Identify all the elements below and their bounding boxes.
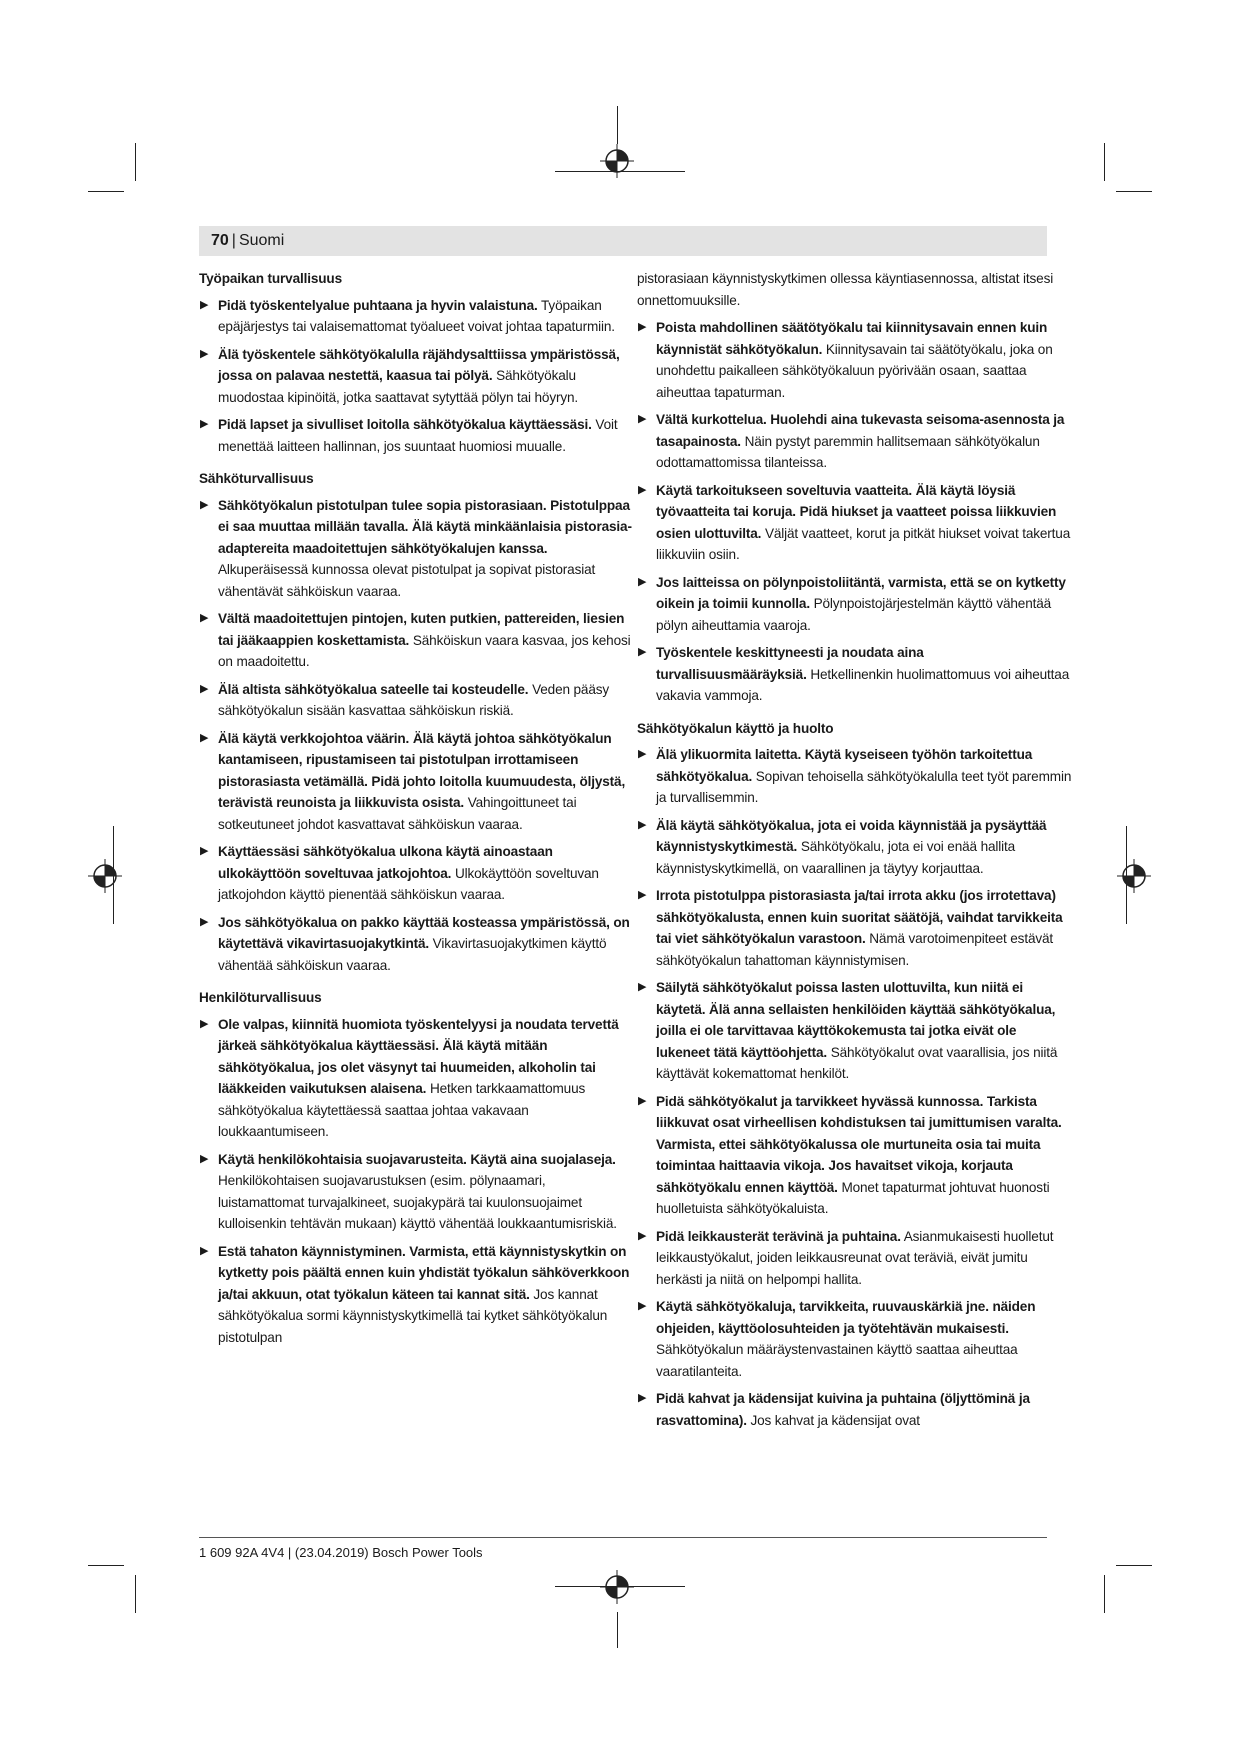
- list-item: [637, 409, 1073, 474]
- item-text: Vahingoittuneet tai sotkeutuneet johdot kasvattavat sähköiskun vaaraa.: [218, 795, 577, 832]
- bullet-arrow-icon: ▶: [638, 321, 647, 333]
- item-text: Alkuperäisessä kunnossa olevat pistotulpat ja sopivat pistorasiat vähentävät sähköiskun vaaraa.: [218, 562, 596, 599]
- bullet-arrow-icon: ▶: [200, 1244, 209, 1257]
- list-item: [637, 885, 1073, 971]
- item-bold: Sähkötyökalun pistotulpan tulee sopia pistorasiaan. Pistotulppaa ei saa muuttaa millään tavalla. Älä käytä minkäänlaisia pistorasia-adaptereita maadoitettujen sähkötyökalujen kanssa.: [218, 497, 632, 556]
- list-item: [637, 1226, 1073, 1291]
- bullet-arrow-icon: ▶: [638, 483, 647, 496]
- bullet-arrow-icon: ▶: [638, 1094, 647, 1107]
- page-header-bar: [199, 226, 1047, 256]
- continuation-text: pistorasiaan käynnistyskytkimen ollessa käyntiasennossa, altistat itsesi onnettomuuksille.: [637, 271, 1054, 308]
- item-bold: Irrota pistotulppa pistorasiasta ja/tai irrota akku (jos irrotettava) sähkötyökalusta, ennen kuin suoritat säätöjä, vaihdat tarvikkeita tai viet sähkötyökalun varastoon.: [656, 888, 1063, 946]
- bullet-arrow-icon: ▶: [200, 845, 209, 857]
- item-text: Sähkötyökalu muodostaa kipinöitä, jotka saattavat sytyttää pölyn tai höyryn.: [218, 368, 579, 405]
- right-column: [637, 268, 1073, 1437]
- registration-mark-icon: [88, 859, 122, 893]
- bullet-arrow-icon: ▶: [200, 1017, 209, 1030]
- bullet-arrow-icon: ▶: [638, 1300, 647, 1312]
- bullet-arrow-icon: ▶: [200, 612, 209, 624]
- header-separator: |: [231, 232, 236, 249]
- bullet-arrow-icon: ▶: [200, 347, 209, 360]
- list-item: [199, 295, 635, 338]
- section-title: Sähkötyökalun käyttö ja huolto: [637, 720, 834, 736]
- item-bold: Pidä sähkötyökalut ja tarvikkeet hyvässä kunnossa. Tarkista liikkuvat osat virheellisen kohdistuksen tai jumittumisen varalta. Varmista, ettei sähkötyökalussa ole murtuneita osia tai muita toimintaa haittaavia vikoja. Jos havaitset vikoja, korjauta sähkötyökalu ennen käyttöä.: [656, 1093, 1062, 1195]
- registration-mark-icon: [600, 1570, 634, 1604]
- bullet-arrow-icon: ▶: [638, 981, 647, 993]
- bullet-arrow-icon: ▶: [638, 818, 647, 831]
- crop-mark: [1104, 1575, 1105, 1613]
- crop-mark: [1104, 143, 1105, 181]
- bullet-arrow-icon: ▶: [638, 413, 647, 425]
- bullet-arrow-icon: ▶: [200, 498, 209, 511]
- item-bold: Käytä sähkötyökaluja, tarvikkeita, ruuvauskärkiä jne. näiden ohjeiden, käyttöolosuhteiden ja työtehtävän mukaisesti.: [656, 1299, 1036, 1336]
- item-bold: Älä ylikuormita laitetta. Käytä kyseiseen työhön tarkoitettua sähkötyökalua.: [656, 747, 1033, 784]
- bullet-arrow-icon: ▶: [200, 1152, 209, 1165]
- item-text: Sähköiskun vaara kasvaa, jos kehosi on maadoitettu.: [218, 632, 631, 669]
- header-language: Suomi: [238, 232, 285, 249]
- page-footer: 1 609 92A 4V4 | (23.04.2019) Bosch Power Tools: [199, 1545, 483, 1560]
- list-item: [199, 1241, 635, 1349]
- item-bold: Pidä lapset ja sivulliset loitolla sähkötyökalua käyttäessäsi.: [218, 417, 592, 432]
- item-bold: Pidä työskentelyalue puhtaana ja hyvin valaistuna.: [218, 297, 538, 313]
- item-text: Veden pääsy sähkötyökalun sisään kasvattaa sähköiskun riskiä.: [218, 681, 610, 718]
- section-title: Henkilöturvallisuus: [199, 990, 322, 1005]
- item-bold: Älä käytä sähkötyökalua, jota ei voida käynnistää ja pysäyttää käynnistyskytkimestä.: [656, 817, 1047, 854]
- item-bold: Estä tahaton käynnistyminen. Varmista, että käynnistyskytkin on kytketty pois päältä ennen kuin yhdistät työkalun sähköverkkoon ja/tai akkuun, otat työkalun käteen tai kannat sitä.: [218, 1243, 630, 1302]
- list-item: [199, 1149, 635, 1235]
- list-item: [199, 344, 635, 409]
- item-text: Näin pystyt paremmin hallitsemaan sähkötyökalun odottamattomissa tilanteissa.: [656, 433, 1040, 470]
- bullet-arrow-icon: ▶: [200, 298, 209, 311]
- item-bold: Työskentele keskittyneesti ja noudata aina turvallisuusmääräyksiä.: [656, 645, 924, 682]
- list-item: [637, 642, 1073, 707]
- list-item: [199, 495, 635, 603]
- list-item: [637, 1091, 1073, 1220]
- bullet-arrow-icon: ▶: [638, 1392, 647, 1404]
- item-text: Ulkokäyttöön soveltuvan jatkojohdon käyttö pienentää sähköiskun vaaraa.: [218, 865, 599, 902]
- item-bold: Jos sähkötyökalua on pakko käyttää kosteassa ympäristössä, on käytettävä vikavirtasuojakytkintä.: [218, 914, 630, 951]
- item-text: Sopivan tehoisella sähkötyökalulla teet työt paremmin ja turvallisemmin.: [656, 768, 1072, 805]
- crop-mark: [88, 191, 124, 192]
- item-bold: Ole valpas, kiinnitä huomiota työskentelyysi ja noudata tervettä järkeä sähkötyökalua käyttäessäsi. Älä käytä mitään sähkötyökalua, jos olet väsynyt tai huumeiden, alkoholin tai lääkkeiden vaikutuksen alaisena.: [218, 1016, 619, 1096]
- item-text: Vikavirtasuojakytkimen käyttö vähentää sähköiskun vaaraa.: [218, 936, 607, 973]
- bullet-arrow-icon: ▶: [638, 889, 647, 901]
- item-bold: Pidä kahvat ja kädensijat kuivina ja puhtaina (öljyttöminä ja rasvattomina).: [656, 1391, 1030, 1428]
- list-item: [637, 480, 1073, 566]
- list-item: [199, 841, 635, 906]
- item-text: Monet tapaturmat johtuvat huonosti huolletuista sähkötyökaluista.: [656, 1179, 1050, 1216]
- item-text: Voit menettää laitteen hallinnan, jos suuntaat huomiosi muualle.: [218, 417, 618, 454]
- page-header: [211, 231, 284, 251]
- list-item: [199, 679, 635, 722]
- item-bold: Käytä henkilökohtaisia suojavarusteita. Käytä aina suojalaseja.: [218, 1151, 616, 1167]
- item-text: Henkilökohtaisen suojavarustuksen (esim. pölynaamari, luistamattomat turvajalkineet, suojakypärä tai kuulonsuojaimet kulloisenkin tehtävän mukaan) käyttö vähentää loukkaantumisriskiä.: [218, 1173, 617, 1231]
- list-item: [637, 744, 1073, 809]
- item-text: Sähkötyökalut ovat vaarallisia, jos niitä käyttävät kokemattomat henkilöt.: [656, 1044, 1058, 1081]
- list-item: [637, 1388, 1073, 1431]
- item-text: Hetken tarkkaamattomuus sähkötyökalua käytettäessä saattaa johtaa vakavaan loukkaantumiseen.: [218, 1081, 586, 1139]
- bullet-arrow-icon: ▶: [200, 915, 209, 928]
- item-bold: Säilytä sähkötyökalut poissa lasten ulottuvilta, kun niitä ei käytetä. Älä anna sellaisten henkilöiden käyttää sähkötyökalua, joilla ei ole tarvittavaa käyttökokemusta tai jotka eivät ole lukeneet tätä käyttöohjetta.: [656, 980, 1056, 1060]
- registration-mark-icon: [1117, 859, 1151, 893]
- crop-mark: [617, 106, 618, 144]
- crop-mark: [1116, 191, 1152, 192]
- item-bold: Älä työskentele sähkötyökalulla räjähdysalttiissa ympäristössä, jossa on palavaa nestettä, kaasua tai pölyä.: [218, 346, 620, 383]
- bullet-arrow-icon: ▶: [638, 1229, 647, 1242]
- item-text: Pölynpoistojärjestelmän käyttö vähentää pölyn aiheuttamia vaaroja.: [656, 596, 1052, 633]
- bullet-arrow-icon: ▶: [638, 646, 647, 658]
- item-bold: Vältä maadoitettujen pintojen, kuten putkien, pattereiden, liesien tai jääkaappien koskettamista.: [218, 611, 625, 648]
- item-text: Kiinnitysavain tai säätötyökalu, joka on unohdettu paikalleen sähkötyökaluun pyörivään osaan, saattaa aiheuttaa tapaturman.: [656, 341, 1053, 400]
- item-bold: Jos laitteissa on pölynpoistoliitäntä, varmista, että se on kytketty oikein ja toimii kunnolla.: [656, 574, 1066, 611]
- bullet-arrow-icon: ▶: [200, 682, 209, 695]
- item-text: Jos kahvat ja kädensijat ovat: [750, 1412, 920, 1428]
- crop-mark: [617, 1612, 618, 1648]
- item-bold: Käytä tarkoitukseen soveltuvia vaatteita. Älä käytä löysiä työvaatteita tai koruja. Pidä hiukset ja vaatteet poissa liikkuvien osien ulottuvilta.: [656, 482, 1057, 541]
- section-title: Sähköturvallisuus: [199, 471, 314, 486]
- page-number: 70: [211, 232, 229, 249]
- list-item: [637, 977, 1073, 1085]
- bullet-arrow-icon: ▶: [200, 418, 209, 430]
- crop-mark: [1116, 1565, 1152, 1566]
- list-item: [637, 1296, 1073, 1382]
- list-item: [637, 815, 1073, 880]
- item-text: Jos kannat sähkötyökalua sormi käynnistyskytkimellä tai kytket sähkötyökalun pistotulpan: [218, 1286, 608, 1345]
- item-bold: Poista mahdollinen säätötyökalu tai kiinnitysavain ennen kuin käynnistät sähkötyökalun.: [656, 320, 1048, 357]
- footer-divider: [199, 1537, 1047, 1538]
- crop-mark: [135, 143, 136, 181]
- list-item: [637, 572, 1073, 637]
- list-item: [199, 608, 635, 673]
- list-item: [199, 414, 635, 457]
- item-text: Väljät vaatteet, korut ja pitkät hiukset voivat takertua liikkuviin osiin.: [656, 525, 1071, 562]
- item-text: Työpaikan epäjärjestys tai valaisemattomat työalueet voivat johtaa tapaturmiin.: [218, 297, 615, 334]
- item-text: Hetkellinenkin huolimattomuus voi aiheuttaa vakavia vammoja.: [656, 666, 1070, 703]
- registration-mark-icon: [600, 144, 634, 178]
- crop-mark: [135, 1575, 136, 1613]
- item-text: Asianmukaisesti huolletut leikkaustyökalut, joiden leikkausreunat ovat teräviä, eivät jumitu herkästi ja niitä on helpompi hallita.: [656, 1228, 1054, 1287]
- item-bold: Vältä kurkottelua. Huolehdi aina tukevasta seisoma-asennosta ja tasapainosta.: [656, 412, 1065, 449]
- list-item: [199, 728, 635, 836]
- list-item: [637, 317, 1073, 403]
- item-text: Sähkötyökalun määräystenvastainen käyttö saattaa aiheuttaa vaaratilanteita.: [656, 1342, 1018, 1379]
- bullet-arrow-icon: ▶: [638, 748, 647, 760]
- item-bold: Älä käytä verkkojohtoa väärin. Älä käytä johtoa sähkötyökalun kantamiseen, ripustamiseen tai pistotulpan irrottamiseen pistorasiasta vetämällä. Pidä johto loitolla kuumuudesta, öljystä, terävistä reunoista ja liikkuvista osista.: [218, 730, 626, 810]
- bullet-arrow-icon: ▶: [200, 731, 209, 744]
- item-bold: Käyttäessäsi sähkötyökalua ulkona käytä ainoastaan ulkokäyttöön soveltuvaa jatkojohtoa.: [218, 844, 553, 881]
- list-item: [199, 912, 635, 977]
- list-item: [199, 1014, 635, 1143]
- item-text: Sähkötyökalu, jota ei voi enää hallita käynnistyskytkimellä, on vaarallinen ja täytyy korjauttaa.: [656, 839, 1016, 876]
- item-bold: Pidä leikkausterät terävinä ja puhtaina.: [656, 1228, 901, 1244]
- bullet-arrow-icon: ▶: [638, 575, 647, 588]
- left-column: [199, 268, 635, 1354]
- item-bold: Älä altista sähkötyökalua sateelle tai kosteudelle.: [218, 681, 529, 697]
- section-title: Työpaikan turvallisuus: [199, 271, 342, 286]
- item-text: Nämä varotoimenpiteet estävät sähkötyökalun tahattoman käynnistymisen.: [656, 931, 1054, 968]
- crop-mark: [88, 1565, 124, 1566]
